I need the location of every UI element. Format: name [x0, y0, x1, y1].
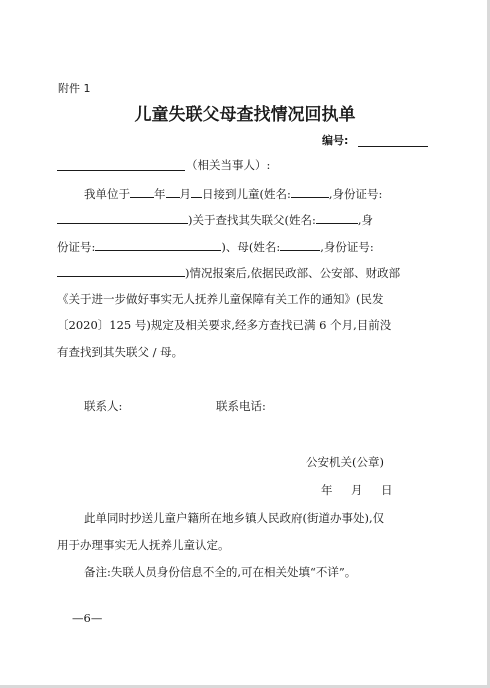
line4-text: )情况报案后,依据民政部、公安部、财政部	[185, 266, 401, 280]
recipient-suffix: （相关当事人）:	[186, 158, 271, 172]
phone-label: 联系电话:	[216, 399, 266, 413]
line3-c: ,身份证号:	[320, 240, 374, 254]
number-blank	[358, 146, 428, 147]
line1-a: 我单位于	[84, 187, 130, 201]
line1-c: ,身份证号:	[328, 187, 383, 201]
attachment-label: 附件 1	[58, 82, 91, 95]
page-number: —6—	[72, 611, 103, 625]
cc-line-1: 此单同时抄送儿童户籍所在地乡镇人民政府(街道办事处),仅	[84, 511, 385, 525]
date-month: 月	[351, 483, 363, 497]
line3-a: 份证号:	[57, 240, 96, 254]
day-blank	[191, 186, 202, 198]
agency-seal: 公安机关(公章)	[306, 455, 384, 469]
body-line-4	[57, 265, 400, 280]
month-blank	[166, 186, 180, 198]
body-line-3	[57, 239, 374, 254]
body-line-6: 〔2020〕125 号)规定及相关要求,经多方查找已满 6 个月,目前没	[57, 318, 392, 332]
number-label: 编号:	[322, 134, 349, 147]
cc-line-2: 用于办理事实无人抚养儿童认定。	[57, 538, 230, 552]
year-blank	[130, 186, 154, 198]
note-line: 备注:失联人员身份信息不全的,可在相关处填“不详”。	[84, 565, 357, 579]
line1-b: 日接到儿童(姓名:	[202, 187, 291, 201]
father-name-blank	[316, 212, 358, 224]
date-day: 日	[381, 483, 393, 497]
body-line-2	[57, 212, 373, 227]
father-id-blank	[95, 239, 221, 251]
body-line-5: 《关于进一步做好事实无人抚养儿童保障有关工作的通知》(民发	[57, 292, 384, 306]
line2-a: )关于查找其失联父(姓名:	[188, 213, 316, 227]
recipient-blank	[57, 170, 185, 171]
child-id-blank	[57, 212, 188, 224]
body-line-7: 有查找到其失联父 / 母。	[57, 345, 184, 359]
line3-b: )、母(姓名:	[221, 240, 281, 254]
mother-id-blank	[57, 265, 185, 277]
document-title: 儿童失联父母查找情况回执单	[134, 105, 356, 125]
line1-month: 月	[179, 187, 191, 201]
line1-year: 年	[154, 187, 166, 201]
contact-label: 联系人:	[84, 399, 123, 413]
date-year: 年	[321, 483, 333, 497]
body-line-1	[84, 186, 382, 201]
mother-name-blank	[280, 239, 320, 251]
line2-b: ,身	[357, 213, 374, 227]
child-name-blank	[291, 186, 329, 198]
